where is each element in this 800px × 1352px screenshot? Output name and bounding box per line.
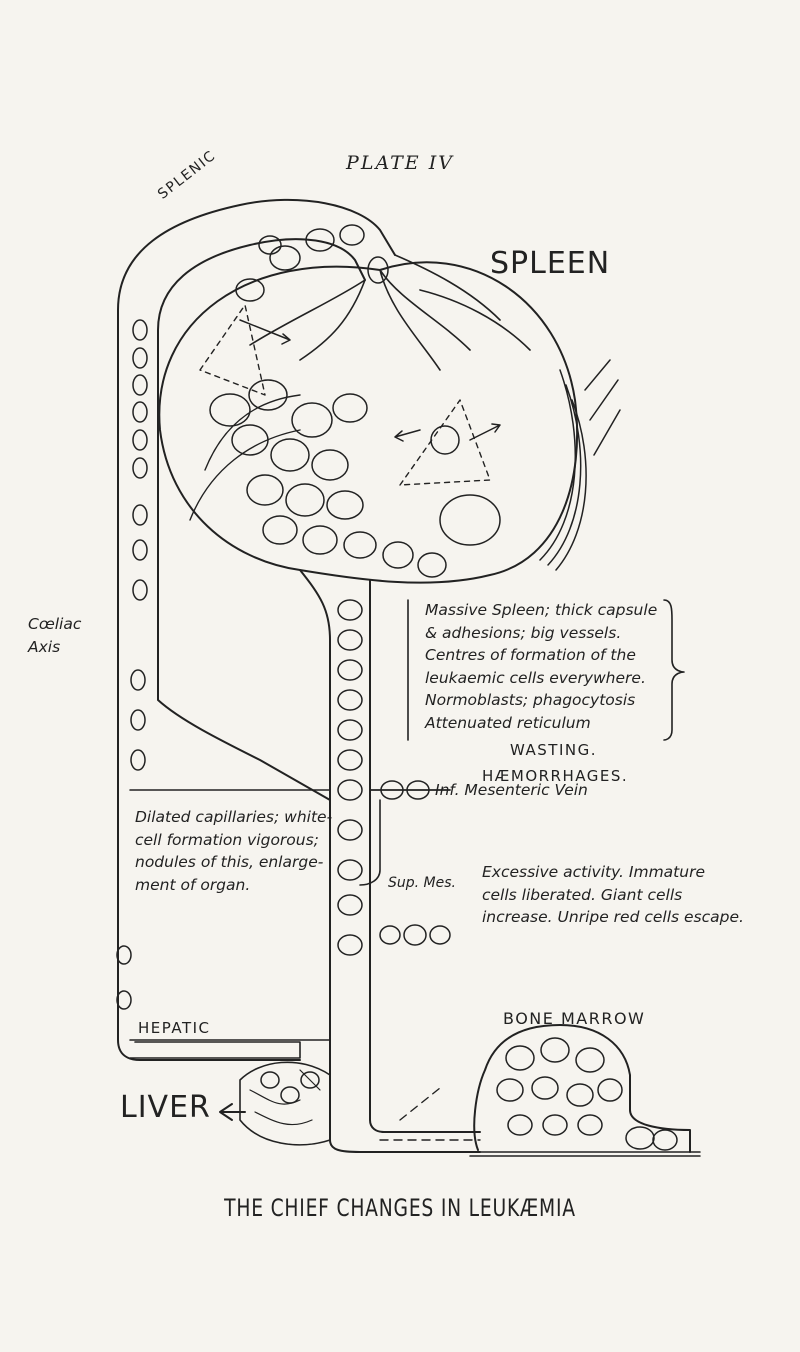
cell — [249, 380, 287, 410]
cell — [210, 394, 250, 426]
spleen-note-line: Centres of formation of the — [425, 646, 636, 664]
splenic-label: SPLENIC — [155, 147, 220, 203]
cell — [133, 320, 147, 340]
cell — [338, 600, 362, 620]
cell — [567, 1084, 593, 1106]
cell — [286, 484, 324, 516]
cell — [653, 1130, 677, 1150]
cell — [497, 1079, 523, 1101]
cell — [133, 402, 147, 422]
cell — [431, 426, 459, 454]
liver-notes — [135, 806, 332, 896]
cell — [338, 690, 362, 710]
cell — [261, 1072, 279, 1088]
marrow-notes — [482, 861, 744, 929]
spleen-adhesions — [585, 360, 620, 455]
hepatic-label: HEPATIC — [138, 1019, 211, 1037]
cell — [338, 630, 362, 650]
cell — [338, 780, 362, 800]
dashed-triangle-right — [400, 400, 490, 485]
cell — [338, 750, 362, 770]
marrow-note-line: increase. Unripe red cells escape. — [482, 908, 744, 926]
cell — [404, 925, 426, 945]
cell — [133, 348, 147, 368]
cell — [578, 1115, 602, 1135]
cell — [418, 553, 446, 577]
spleen-label: SPLEEN — [490, 246, 611, 281]
coeliac-label-line-2: Axis — [28, 637, 61, 656]
cell — [383, 542, 413, 568]
liver-note-line: ment of organ. — [135, 875, 251, 894]
wasting-label: WASTING. — [510, 741, 597, 759]
splenic-vessel-outer — [118, 200, 395, 680]
cell — [543, 1115, 567, 1135]
cell — [232, 425, 268, 455]
cell — [338, 935, 362, 955]
cell — [247, 475, 283, 505]
spleen-note-line: Massive Spleen; thick capsule — [425, 601, 658, 619]
inf-mesenteric-label: Inf. Mesenteric Vein — [435, 781, 588, 799]
liver-note-line: Dilated capillaries; white- — [135, 808, 333, 826]
cell — [131, 750, 145, 770]
splenic-vessel-inner — [158, 239, 365, 680]
cell — [292, 403, 332, 437]
cell — [440, 495, 500, 545]
cell — [338, 860, 362, 880]
cell — [506, 1046, 534, 1070]
cell — [133, 458, 147, 478]
splenic-branches — [250, 255, 530, 370]
cell — [380, 926, 400, 944]
cell — [117, 991, 131, 1009]
spleen-note-line: leukaemic cells everywhere. — [425, 668, 646, 687]
cell — [430, 926, 450, 944]
cell — [117, 946, 131, 964]
spleen-note-line: & adhesions; big vessels. — [425, 623, 622, 642]
coeliac-vessel-right — [158, 680, 330, 800]
coeliac-label — [28, 613, 81, 658]
cell — [133, 505, 147, 525]
liver-label: LIVER — [120, 1090, 211, 1125]
cell — [338, 720, 362, 740]
spleen-notes-bracket-right — [664, 600, 684, 740]
cell — [133, 430, 147, 450]
marrow-note-line: cells liberated. Giant cells — [482, 885, 683, 904]
cell — [133, 580, 147, 600]
cell — [281, 1087, 299, 1103]
cell — [338, 820, 362, 840]
spleen-note-line: Attenuated reticulum — [425, 713, 591, 732]
haemorrhages-label: HÆMORRHAGES. — [482, 767, 629, 785]
liver-arrow — [220, 1104, 245, 1120]
cell — [541, 1038, 569, 1062]
hepatic-vessel — [130, 1042, 300, 1058]
cell — [303, 526, 337, 554]
cell — [340, 225, 364, 245]
cell — [626, 1127, 654, 1149]
sup-mes-label: Sup. Mes. — [388, 875, 456, 891]
cell — [312, 450, 348, 480]
bone-marrow-label: BONE MARROW — [503, 1009, 646, 1028]
cell — [259, 236, 281, 254]
coeliac-label-line-1: Cœliac — [28, 615, 82, 633]
cell — [508, 1115, 532, 1135]
cell — [532, 1077, 558, 1099]
cell — [338, 895, 362, 915]
cell — [131, 710, 145, 730]
spleen-vessel-loops — [190, 395, 300, 520]
cell — [333, 394, 367, 422]
cell — [270, 246, 300, 270]
spleen-note-line: Normoblasts; phagocytosis — [425, 691, 636, 709]
spleen-notes — [425, 599, 657, 734]
bone-marrow-base — [470, 1152, 700, 1156]
cell — [133, 375, 147, 395]
cell — [576, 1048, 604, 1072]
marrow-note-line: Excessive activity. Immature — [482, 863, 705, 881]
cell — [598, 1079, 622, 1101]
cell — [344, 532, 376, 558]
plate-label: PLATE IV — [346, 152, 454, 174]
cell — [271, 439, 309, 471]
cell — [327, 491, 363, 519]
liver-note-line: cell formation vigorous; — [135, 830, 319, 849]
cell — [263, 516, 297, 544]
dashed-triangle-left — [200, 305, 265, 395]
cell — [338, 660, 362, 680]
page-title: THE CHIEF CHANGES IN LEUKÆMIA — [224, 1194, 576, 1222]
liver-note-line: nodules of this, enlarge- — [135, 853, 324, 871]
spleen-arrows — [240, 320, 500, 441]
cell — [131, 670, 145, 690]
cell — [133, 540, 147, 560]
